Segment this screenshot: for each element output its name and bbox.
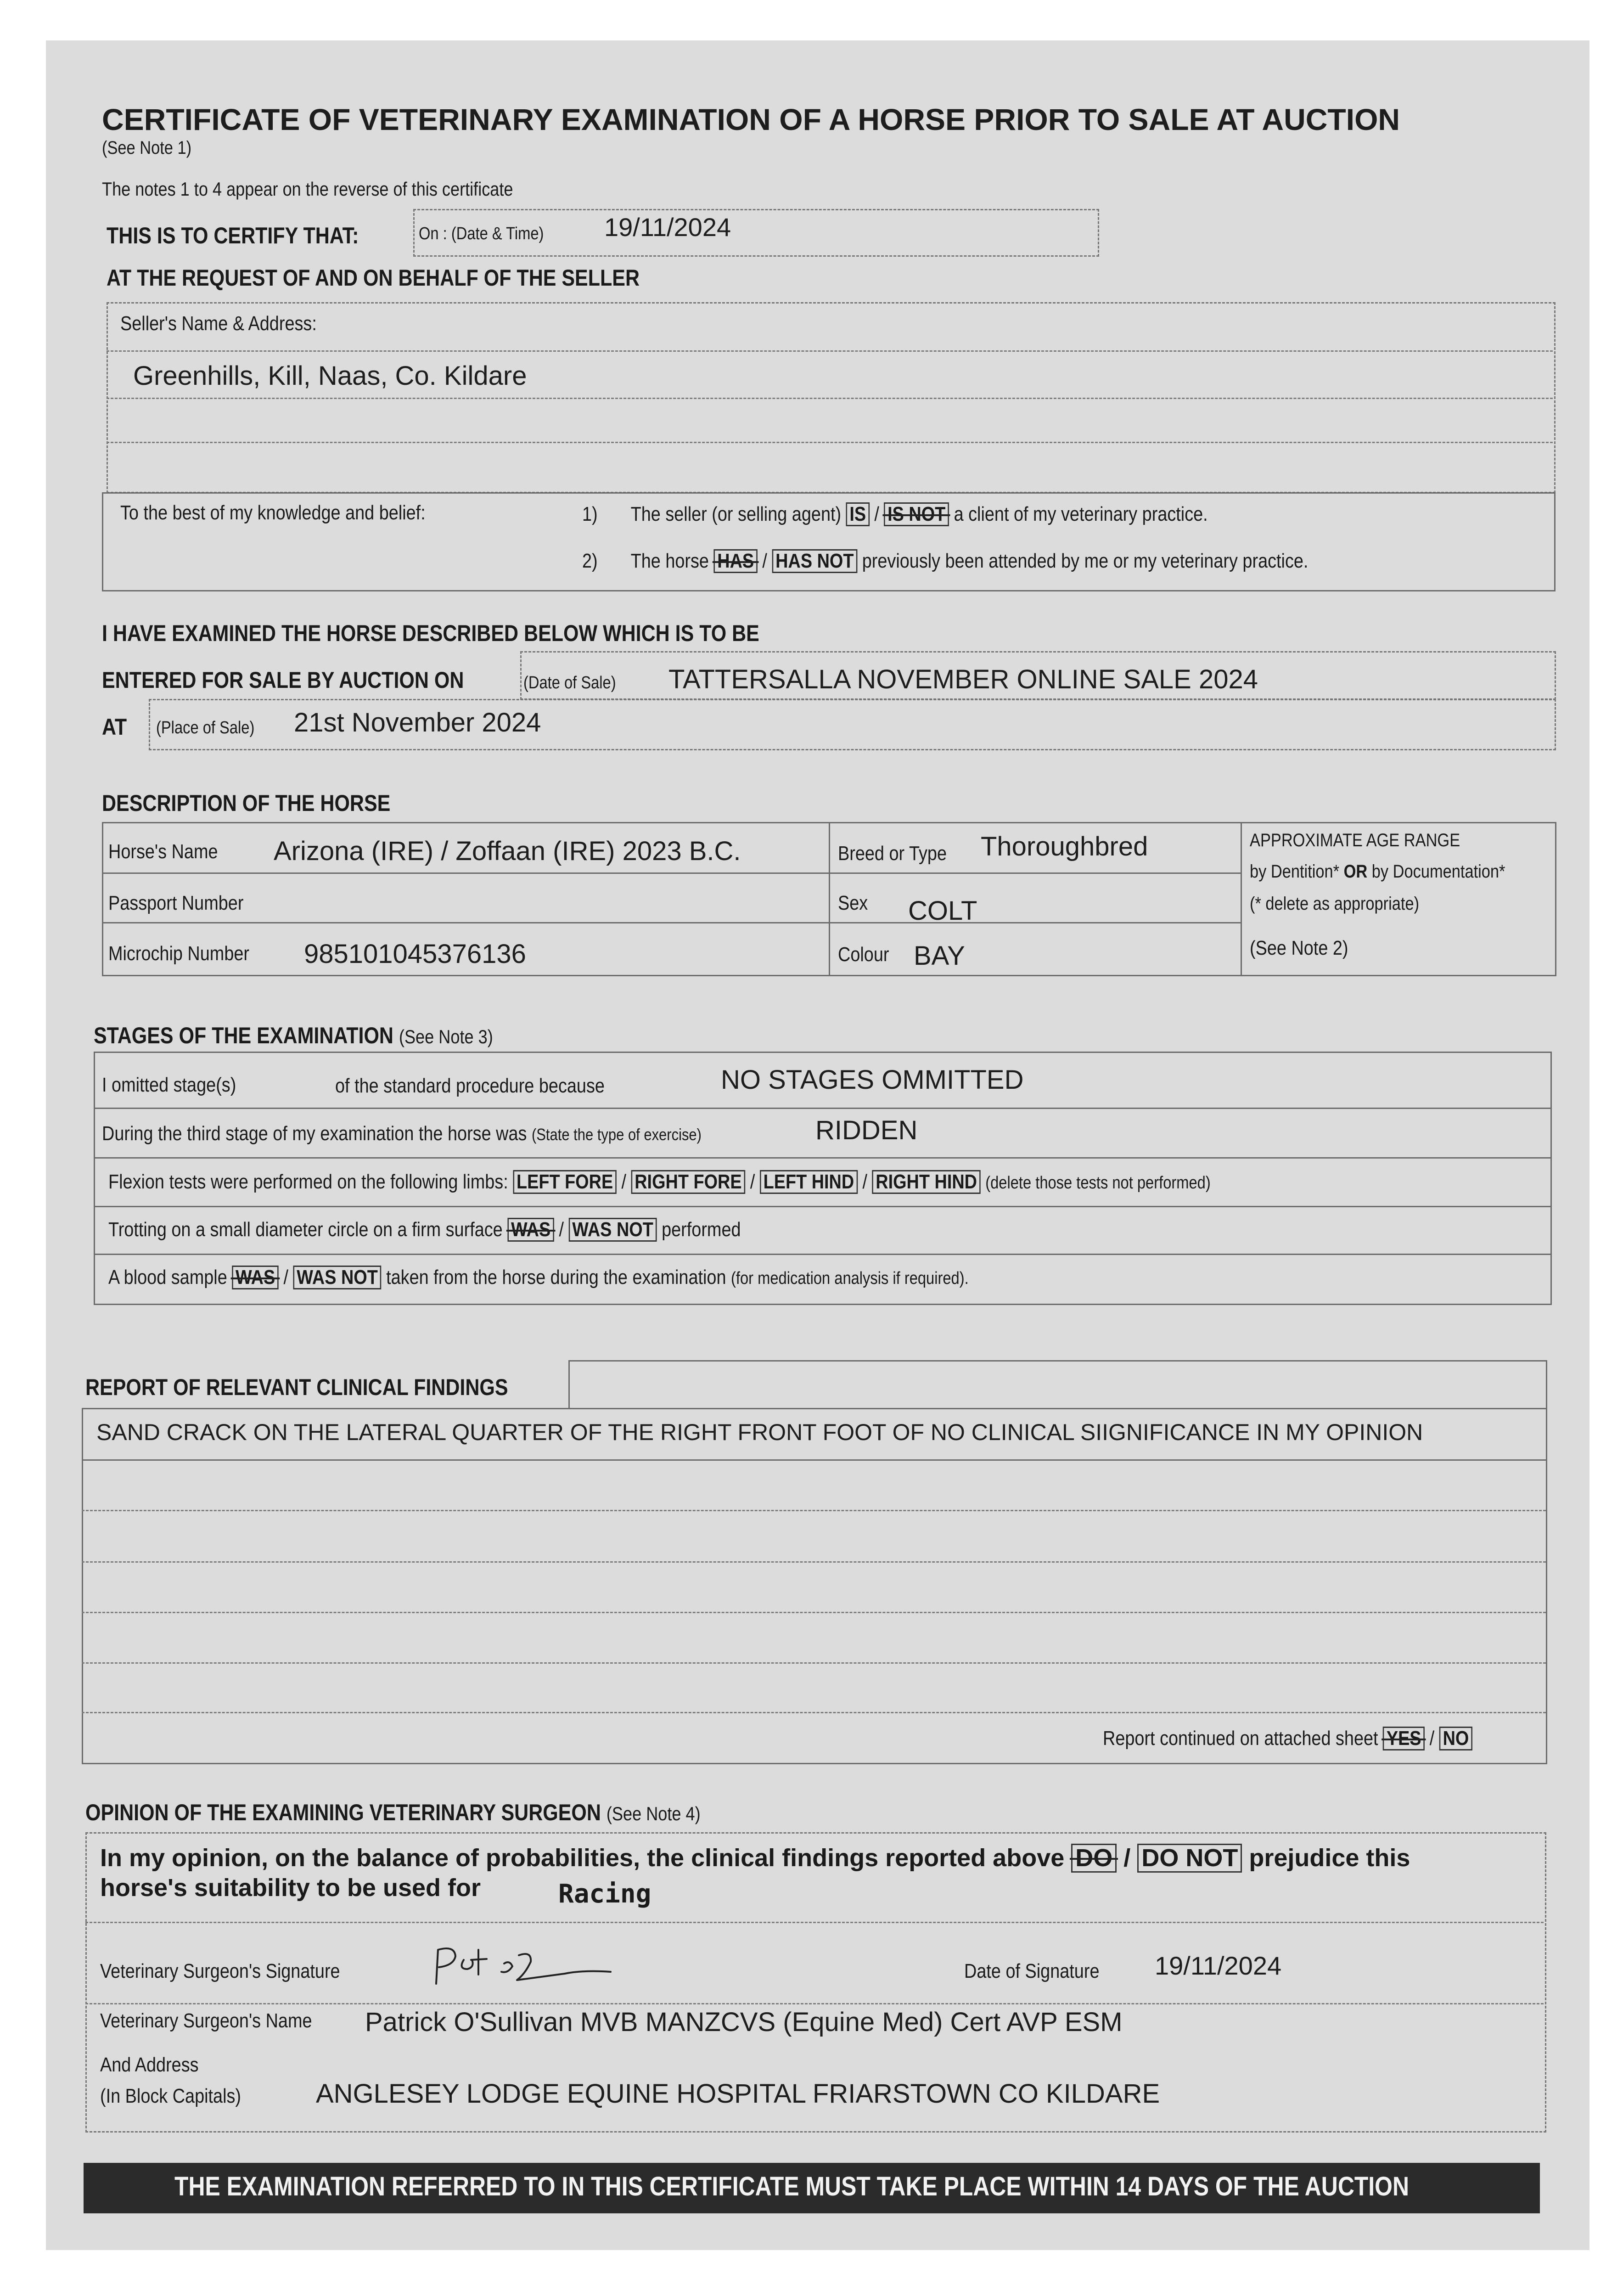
flex-note: (delete those tests not performed): [985, 1173, 1211, 1193]
passport-label: Passport Number: [108, 892, 244, 914]
breed-value[interactable]: Thoroughbred: [981, 832, 1148, 861]
blood-was-not[interactable]: WAS NOT: [293, 1266, 382, 1289]
trot-row: [108, 1218, 741, 1242]
opinion-text-line2: horse's suitability to be used for: [100, 1874, 481, 1902]
flex-separator-3: /: [862, 1171, 868, 1193]
is-option[interactable]: IS: [846, 502, 870, 526]
sex-label: Sex: [838, 892, 868, 914]
report-continued-label: Report continued on attached sheet: [1103, 1727, 1378, 1750]
report-box[interactable]: [82, 1408, 1547, 1764]
trot-was-struck[interactable]: WAS: [507, 1218, 554, 1242]
vet-name-label: Veterinary Surgeon's Name: [100, 2009, 312, 2032]
sex-value[interactable]: COLT: [908, 896, 977, 926]
item1-separator: /: [874, 503, 879, 525]
breed-label: Breed or Type: [838, 842, 947, 865]
stages-section: [94, 1022, 493, 1049]
on-date-time-label: On : (Date & Time): [419, 224, 544, 243]
colour-value[interactable]: BAY: [914, 941, 965, 971]
opinion-note: (See Note 4): [606, 1803, 701, 1824]
use-value[interactable]: Racing: [558, 1879, 651, 1909]
trot-separator: /: [559, 1218, 564, 1241]
flexion-label: Flexion tests were performed on the following limbs:: [108, 1171, 508, 1193]
vet-address-value[interactable]: ANGLESEY LODGE EQUINE HOSPITAL FRIARSTOWN CO KILDARE: [316, 2079, 1160, 2109]
address-label-2: (In Block Capitals): [100, 2085, 241, 2107]
omitted-value[interactable]: NO STAGES OMMITTED: [721, 1065, 1024, 1095]
blood-separator: /: [283, 1266, 288, 1289]
report-header-box: [568, 1360, 1547, 1409]
entered-label: ENTERED FOR SALE BY AUCTION ON: [102, 667, 464, 693]
certify-label: THIS IS TO CERTIFY THAT:: [107, 223, 359, 248]
third-stage-note: (State the type of exercise): [531, 1125, 702, 1144]
age-see-note: (See Note 2): [1250, 937, 1348, 959]
item2-text: The horse: [630, 550, 709, 572]
stages-note: (See Note 3): [399, 1026, 493, 1047]
age-range-title: APPROXIMATE AGE RANGE: [1250, 830, 1460, 850]
address-label-1: And Address: [100, 2054, 199, 2076]
has-not-option[interactable]: HAS NOT: [772, 549, 857, 573]
flex-right-fore[interactable]: RIGHT FORE: [631, 1170, 745, 1194]
continued-yes-struck[interactable]: YES: [1383, 1727, 1425, 1750]
flex-left-fore[interactable]: LEFT FORE: [513, 1170, 617, 1194]
horse-name-label: Horse's Name: [108, 840, 218, 863]
opinion-label: OPINION OF THE EXAMINING VETERINARY SURGEON: [85, 1800, 601, 1825]
place-of-sale-label: (Place of Sale): [156, 718, 255, 737]
omitted-label: I omitted stage(s): [102, 1074, 236, 1096]
flex-right-hind[interactable]: RIGHT HIND: [872, 1170, 981, 1194]
item2-num: 2): [582, 550, 598, 572]
third-stage-value[interactable]: RIDDEN: [815, 1115, 918, 1145]
flex-separator-1: /: [621, 1171, 626, 1193]
age-delete-note: (* delete as appropriate): [1250, 894, 1420, 914]
blood-row: [108, 1266, 969, 1289]
item2-separator: /: [762, 550, 767, 572]
flex-left-hind[interactable]: LEFT HIND: [760, 1170, 858, 1194]
microchip-value[interactable]: 985101045376136: [304, 939, 526, 969]
flexion-row: [108, 1170, 1211, 1194]
trot-was-not[interactable]: WAS NOT: [568, 1218, 657, 1242]
date-of-sale-value: TATTERSALLA NOVEMBER ONLINE SALE 2024: [668, 664, 1258, 694]
belief-label: To the best of my knowledge and belief:: [120, 501, 426, 524]
opinion-text-post: prejudice this: [1249, 1844, 1410, 1872]
report-section-label: REPORT OF RELEVANT CLINICAL FINDINGS: [85, 1374, 508, 1400]
blood-note: (for medication analysis if required).: [731, 1269, 969, 1288]
opinion-do-not[interactable]: DO NOT: [1137, 1844, 1242, 1873]
microchip-label: Microchip Number: [108, 942, 250, 965]
see-note-1: (See Note 1): [102, 138, 192, 158]
opinion-separator: /: [1123, 1844, 1131, 1872]
blood-post: taken from the horse during the examination: [386, 1266, 726, 1289]
third-stage-label: During the third stage of my examination the horse was: [102, 1122, 527, 1145]
horse-name-value[interactable]: Arizona (IRE) / Zoffaan (IRE) 2023 B.C.: [274, 836, 741, 866]
examined-label: I HAVE EXAMINED THE HORSE DESCRIBED BELOW WHICH IS TO BE: [102, 620, 759, 646]
request-label: AT THE REQUEST OF AND ON BEHALF OF THE SELLER: [107, 265, 640, 291]
signature-label: Veterinary Surgeon's Signature: [100, 1960, 340, 1982]
place-of-sale-value: 21st November 2024: [294, 708, 541, 737]
colour-label: Colour: [838, 943, 889, 966]
opinion-text-line1: [100, 1844, 1410, 1873]
on-date-time-value: 19/11/2024: [604, 213, 731, 242]
report-continued-row: [1103, 1727, 1472, 1750]
age-or: OR: [1343, 861, 1368, 882]
continued-separator: /: [1429, 1727, 1435, 1750]
opinion-do-struck[interactable]: DO: [1071, 1844, 1117, 1873]
seller-address-value[interactable]: Greenhills, Kill, Naas, Co. Kildare: [133, 361, 527, 391]
trot-post: performed: [662, 1218, 741, 1241]
blood-was-struck[interactable]: WAS: [232, 1266, 279, 1289]
date-signature-label: Date of Signature: [964, 1960, 1100, 1982]
horse-section-label: DESCRIPTION OF THE HORSE: [102, 790, 391, 816]
seller-name-label: Seller's Name & Address:: [120, 312, 317, 335]
certificate-title: CERTIFICATE OF VETERINARY EXAMINATION OF A HORSE PRIOR TO SALE AT AUCTION: [102, 102, 1400, 136]
opinion-text-pre: In my opinion, on the balance of probabilities, the clinical findings reported above: [100, 1844, 1065, 1872]
item2-post: previously been attended by me or my veterinary practice.: [862, 550, 1309, 572]
stages-label: STAGES OF THE EXAMINATION: [94, 1023, 393, 1048]
trot-label: Trotting on a small diameter circle on a firm surface: [108, 1218, 503, 1241]
blood-label: A blood sample: [108, 1266, 227, 1289]
age-by-dentition[interactable]: by Dentition*: [1250, 861, 1340, 882]
item1-post: a client of my veterinary practice.: [954, 503, 1208, 525]
is-not-option-struck[interactable]: IS NOT: [884, 502, 949, 526]
belief-item1: [582, 502, 1208, 526]
footer-banner-text: THE EXAMINATION REFERRED TO IN THIS CERTIFICATE MUST TAKE PLACE WITHIN 14 DAYS OF THE AUCTION: [174, 2172, 1409, 2201]
item1-num: 1): [582, 503, 598, 525]
omitted-because: of the standard procedure because: [335, 1075, 605, 1097]
third-stage-row: [102, 1122, 702, 1145]
at-label: AT: [102, 714, 127, 740]
age-by-documentation[interactable]: by Documentation*: [1371, 861, 1505, 882]
finding-line-1: SAND CRACK ON THE LATERAL QUARTER OF THE RIGHT FRONT FOOT OF NO CLINICAL SIIGNIFICANCE IN MY OPINION: [96, 1419, 1423, 1445]
item1-text: The seller (or selling agent): [630, 503, 842, 525]
has-option-struck[interactable]: HAS: [714, 549, 758, 573]
age-range-options: [1250, 861, 1505, 882]
vet-name-value[interactable]: Patrick O'Sullivan MVB MANZCVS (Equine Med) Cert AVP ESM: [365, 2007, 1123, 2037]
continued-no[interactable]: NO: [1439, 1727, 1472, 1750]
signature-mark: [427, 1941, 620, 1992]
belief-item2: [582, 549, 1308, 573]
notes-line: The notes 1 to 4 appear on the reverse of this certificate: [102, 178, 513, 200]
date-of-sale-label: (Date of Sale): [523, 673, 616, 692]
opinion-section: [85, 1799, 701, 1826]
date-signature-value[interactable]: 19/11/2024: [1155, 1951, 1282, 1980]
flex-separator-2: /: [750, 1171, 755, 1193]
